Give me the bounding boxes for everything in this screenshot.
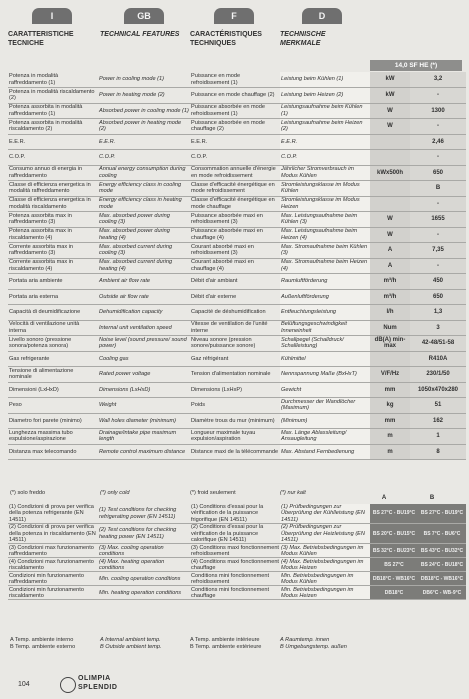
spec-de: (Minimum) [280, 413, 370, 429]
spec-it: Capacità di deumidificazione [8, 305, 98, 321]
cond-value-b: DB6°C - WB-9°C [418, 586, 466, 600]
spec-row [8, 429, 466, 445]
spec-de: Kühlmittel [280, 351, 370, 367]
spec-row [8, 119, 466, 135]
note-english: (*) only cold [100, 490, 130, 496]
cond-it: (1) Condizioni di prova per verifica della potenza refrigerante (EN 14511) [8, 504, 98, 524]
cond-fr: (1) Conditions d'essai pour la vérification de la puissance frigorifique (EN 14511) [190, 504, 280, 524]
spec-value: B [410, 181, 466, 197]
spec-unit [370, 134, 410, 150]
spec-unit: A [370, 243, 410, 259]
spec-en: Max. absorbed current during heating (4) [98, 258, 190, 274]
spec-fr: Classe d'efficacité énergétique en mode chauffage [190, 196, 280, 212]
cond-value-b: BS 7°C - BU6°C [418, 524, 466, 544]
spec-row [8, 243, 466, 259]
spec-unit: mm [370, 382, 410, 398]
spec-en: Dimensions (LxHxD) [98, 382, 190, 398]
spec-row [8, 336, 466, 352]
spec-it: Portata aria esterna [8, 289, 98, 305]
spec-row [8, 305, 466, 321]
spec-en: Cooling gas [98, 351, 190, 367]
cond-value-b: BS 24°C - BU18°C [418, 558, 466, 572]
spec-de: Belüftungsgeschwindigkeit Inneneinheit [280, 320, 370, 336]
cond-it: Condizioni min funzionamento riscaldamento [8, 586, 98, 600]
header-german: TECHNISCHE MERKMALE [280, 31, 326, 47]
spec-value: - [410, 258, 466, 274]
spec-unit: kW [370, 88, 410, 104]
spec-row [8, 134, 466, 150]
spec-it: Potenza assorbita in modalità riscaldamento (2) [8, 119, 98, 135]
cond-value-a: BS 20°C - BU15°C [370, 524, 418, 544]
spec-value: 3,2 [410, 72, 466, 88]
spec-value: - [410, 88, 466, 104]
cond-value-b: BS 43°C - BU32°C [418, 544, 466, 558]
spec-fr: Puissance absorbée en mode chauffage (2) [190, 119, 280, 135]
spec-value: 1,3 [410, 305, 466, 321]
spec-en: Absorbed power in heating mode (2) [98, 119, 190, 135]
spec-it: Livello sonoro (pressione sonora/potenza sonora) [8, 336, 98, 352]
spec-fr: Consommation annuelle d'énergie en mode refroidissement [190, 165, 280, 181]
spec-de: Nennspannung Maße (BxHxT) [280, 367, 370, 383]
spec-unit: m³/h [370, 274, 410, 290]
spec-it: Diametro fori parete (minimo) [8, 413, 98, 429]
spec-de: Schallpegel (Schalldruck/ Schallleistung) [280, 336, 370, 352]
spec-en: Dehumidification capacity [98, 305, 190, 321]
spec-row [8, 320, 466, 336]
spec-en: E.E.R. [98, 134, 190, 150]
spec-value: - [410, 119, 466, 135]
note-italian: (*) solo freddo [10, 490, 46, 496]
spec-unit: m [370, 429, 410, 445]
spec-de: Leistungsaufnahme beim Heizen (2) [280, 119, 370, 135]
conditions-table [8, 504, 466, 600]
spec-it: Corrente assorbita max in riscaldamento (4) [8, 258, 98, 274]
spec-fr: Puissance absorbée maxi en chauffage (4) [190, 227, 280, 243]
spec-unit [370, 150, 410, 166]
cond-de: (1) Prüfbedingungen zur Überprüfung der Kühlleistung (EN 14511) [280, 504, 370, 524]
spec-row [8, 274, 466, 290]
header-italian: CARATTERISTICHE TECNICHE [8, 31, 74, 47]
condition-row [8, 544, 466, 558]
spec-fr: Courant absorbé maxi en refroidissement (3) [190, 243, 280, 259]
legend-italian: A Temp. ambiente interno B Temp. ambiente esterno [10, 637, 76, 650]
spec-unit: m [370, 444, 410, 460]
spec-fr: Puissance en mode chauffage (2) [190, 88, 280, 104]
spec-value: 2,46 [410, 134, 466, 150]
spec-de: Leistung beim Kühlen (1) [280, 72, 370, 88]
spec-value: 450 [410, 274, 466, 290]
spec-it: Tensione di alimentazione nominale [8, 367, 98, 383]
tab-french: F [214, 8, 254, 24]
spec-it: Dimensioni (LxHxD) [8, 382, 98, 398]
cond-value-a: DB18°C [370, 586, 418, 600]
spec-it: Corrente assorbita max in raffreddamento (3) [8, 243, 98, 259]
spec-fr: Longueur maximale tuyau expulsion/aspiration [190, 429, 280, 445]
spec-value: 1300 [410, 103, 466, 119]
legend-french: A Temp. ambiente intérieure B Temp. ambiente extérieure [190, 637, 262, 650]
condition-row [8, 558, 466, 572]
spec-value: 1050x470x280 [410, 382, 466, 398]
cond-en: (3) Max. cooling operation conditions [98, 544, 190, 558]
spec-unit: l/h [370, 305, 410, 321]
cond-it: (4) Condizioni max funzionamento riscaldamento [8, 558, 98, 572]
spec-row [8, 212, 466, 228]
spec-unit [370, 351, 410, 367]
spec-row [8, 258, 466, 274]
spec-it: C.O.P. [8, 150, 98, 166]
spec-row [8, 181, 466, 197]
spec-de: Max. Länge Ablassleitung/ Ansaugleitung [280, 429, 370, 445]
spec-en: Max. absorbed current during cooling (3) [98, 243, 190, 259]
spec-row [8, 413, 466, 429]
spec-de: Leistungsaufnahme beim Kühlen (1) [280, 103, 370, 119]
cond-en: (2) Test conditions for checking heating power (EN 14511) [98, 524, 190, 544]
spec-unit: dB(A) min-max [370, 336, 410, 352]
cond-header-b: B [429, 495, 435, 501]
spec-table [8, 72, 466, 460]
cond-value-a: BS 27°C - BU19°C [370, 504, 418, 524]
spec-unit: Num [370, 320, 410, 336]
cond-value-b: BS 27°C - BU19°C [418, 504, 466, 524]
cond-fr: (3) Conditions maxi fonctionnement refroidissement [191, 544, 279, 557]
spec-unit: kW [370, 72, 410, 88]
spec-fr: C.O.P. [190, 150, 280, 166]
spec-unit: A [370, 258, 410, 274]
brand-logo: OLIMPIA SPLENDID [60, 674, 130, 696]
cond-en: (1) Test conditions for checking refrigerating power (EN 14511) [98, 504, 190, 524]
cond-value-b: DB18°C - WB16°C [418, 572, 466, 586]
spec-de: E.E.R. [280, 134, 370, 150]
cond-de: (4) Max. Betriebsbedingungen im Modus Heizen [280, 558, 370, 572]
tab-italian: I [32, 8, 72, 24]
spec-en: Weight [98, 398, 190, 414]
spec-en: Energy efficiency class in cooling mode [98, 181, 190, 197]
spec-en: Max. absorbed power during heating (4) [98, 227, 190, 243]
condition-row [8, 504, 466, 524]
spec-fr: Distance maxi de la télécommande [190, 444, 280, 460]
spec-en: Outside air flow rate [98, 289, 190, 305]
spec-fr: Dimensions (LxHxP) [190, 382, 280, 398]
spec-it: Potenza assorbita in modalità raffreddamento (1) [8, 103, 98, 119]
spec-it: Classe di efficienza energetica in modalità riscaldamento [8, 196, 98, 212]
page-number: 104 [18, 681, 30, 688]
spec-it: Potenza in modalità riscaldamento (2) [8, 88, 98, 104]
spec-row [8, 367, 466, 383]
spec-fr: E.E.R. [190, 134, 280, 150]
spec-de: Max. Abstand Fernbedienung [280, 444, 370, 460]
spec-en: Noise level (sound pressure/ sound power) [98, 336, 190, 352]
spec-it: E.E.R. [8, 134, 98, 150]
spec-de: Max. Leistungsaufnahme beim Kühlen (3) [280, 212, 370, 228]
spec-de: Raumluftförderung [280, 274, 370, 290]
spec-value: 42-48/51-58 [410, 336, 466, 352]
note-french: (*) froid seulement [190, 490, 236, 496]
cond-value-a: BS 32°C - BU23°C [370, 544, 418, 558]
spec-fr: Débit d'air ambiant [190, 274, 280, 290]
header-french: CARACTÉRISTIQUES TECHNIQUES [190, 31, 262, 47]
cond-en: (4) Max. heating operation conditions [98, 558, 190, 572]
spec-en: Absorbed power in cooling mode (1) [98, 103, 190, 119]
spec-row [8, 103, 466, 119]
spec-en: Rated power voltage [98, 367, 190, 383]
spec-value: 230/1/50 [410, 367, 466, 383]
condition-row [8, 586, 466, 600]
spec-fr: Diamètre trous du mur (minimum) [190, 413, 280, 429]
cond-it: (3) Condizioni max funzionamento raffreddamento [8, 544, 98, 558]
condition-row [8, 572, 466, 586]
cond-value-a: BS 27°C [370, 558, 418, 572]
spec-unit: m³/h [370, 289, 410, 305]
spec-en: Ambient air flow rate [98, 274, 190, 290]
cond-en: Min. heating operation conditions [98, 586, 190, 600]
spec-unit: kg [370, 398, 410, 414]
spec-value: 1655 [410, 212, 466, 228]
spec-value: 8 [410, 444, 466, 460]
brand-mark-icon [60, 677, 76, 693]
spec-row [8, 150, 466, 166]
spec-it: Velocità di ventilazione unità interna [8, 320, 98, 336]
spec-it: Peso [8, 398, 98, 414]
spec-de: Stromleistungsklasse im Modus Heizen [280, 196, 370, 212]
spec-fr: Tension d'alimentation nominale [190, 367, 280, 383]
spec-it: Potenza assorbita max in riscaldamento (4) [8, 227, 98, 243]
spec-it: Portata aria ambiente [8, 274, 98, 290]
spec-fr: Classe d'efficacité énergétique en mode refroidissement [190, 181, 280, 197]
spec-row [8, 351, 466, 367]
spec-it: Consumo annuo di energia in raffreddamento [8, 165, 98, 181]
spec-en: C.O.P. [98, 150, 190, 166]
spec-en: Energy efficiency class in heating mode [98, 196, 190, 212]
cond-fr: Conditions mini fonctionnement refroidissement [190, 572, 280, 586]
spec-de: Durchmesser der Wandlöcher (Maximum) [280, 398, 370, 414]
spec-de: Gewicht [280, 382, 370, 398]
spec-it: Lunghezza massima tubo espulsione/aspirazione [8, 429, 98, 445]
cond-it: (2) Condizioni di prova per verifica della potenza in riscaldamento (EN 14511) [8, 524, 98, 544]
spec-de: Stromleistungsklasse im Modus Kühlen [280, 181, 370, 197]
spec-en: Max. absorbed power during cooling (3) [98, 212, 190, 228]
spec-unit: W [370, 212, 410, 228]
spec-value: R410A [410, 351, 466, 367]
spec-en: Annual energy consumption during cooling [98, 165, 190, 181]
model-label: 14,0 SF HE (*) [370, 60, 462, 71]
spec-row [8, 398, 466, 414]
note-german: (*) nur kalt [280, 490, 306, 496]
spec-value: 3 [410, 320, 466, 336]
spec-unit: W [370, 227, 410, 243]
spec-unit: W [370, 103, 410, 119]
spec-unit [370, 196, 410, 212]
spec-fr: Puissance absorbée en mode refroidissement (1) [190, 103, 280, 119]
spec-row [8, 444, 466, 460]
spec-fr: Capacité de déshumidification [190, 305, 280, 321]
spec-de: Max. Stromaufnahme beim Kühlen (3) [280, 243, 370, 259]
spec-it: Gas refrigerante [8, 351, 98, 367]
spec-de: Leistung beim Heizen (2) [280, 88, 370, 104]
spec-row [8, 227, 466, 243]
spec-value: 1 [410, 429, 466, 445]
spec-fr: Niveau sonore (pression sonore/puissance sonore) [190, 336, 280, 352]
spec-de: Jährlicher Stromverbrauch im Modus Kühlen [280, 165, 370, 181]
spec-unit: W [370, 119, 410, 135]
cond-value-a: DB18°C - WB16°C [370, 572, 418, 586]
spec-row [8, 382, 466, 398]
spec-en: Power in cooling mode (1) [98, 72, 190, 88]
spec-fr: Puissance en mode refroidissement (1) [190, 72, 280, 88]
spec-en: Remote control maximum distance [98, 444, 190, 460]
cond-de: Min. Betriebsbedingungen im Modus Kühlen [280, 572, 370, 586]
cond-de: Min. Betriebsbedingungen im Modus Heizen [280, 586, 370, 600]
spec-value: 51 [410, 398, 466, 414]
spec-fr: Poids [190, 398, 280, 414]
spec-de: C.O.P. [280, 150, 370, 166]
spec-value: 650 [410, 289, 466, 305]
spec-value: - [410, 227, 466, 243]
spec-de: Außenluftförderung [280, 289, 370, 305]
spec-fr: Puissance absorbée maxi en refroidissement (3) [190, 212, 280, 228]
spec-it: Distanza max telecomando [8, 444, 98, 460]
spec-it: Potenza in modalità raffreddamento (1) [8, 72, 98, 88]
spec-value: - [410, 196, 466, 212]
spec-unit [370, 181, 410, 197]
spec-fr: Vitesse de ventilation de l'unité interne [190, 320, 280, 336]
spec-de: Max. Stromaufnahme beim Heizen (4) [280, 258, 370, 274]
spec-it: Potenza assorbita max in raffreddamento (3) [8, 212, 98, 228]
spec-row [8, 165, 466, 181]
spec-fr: Gaz réfrigérant [190, 351, 280, 367]
spec-row [8, 72, 466, 88]
spec-de: Entfeuchtungsleistung [280, 305, 370, 321]
cond-de: (3) Max. Betriebsbedingungen im Modus Kühlen [280, 544, 370, 558]
tab-german: D [302, 8, 342, 24]
legend-german: A Raumtemp. innen B Umgebungstemp. außen [280, 637, 347, 650]
spec-en: Drainage/intake pipe maximum length [98, 429, 190, 445]
cond-header-a: A [381, 495, 387, 501]
condition-row [8, 524, 466, 544]
spec-fr: Courant absorbé maxi en chauffage (4) [190, 258, 280, 274]
header-english: TECHNICAL FEATURES [100, 31, 180, 38]
spec-row [8, 196, 466, 212]
spec-en: Power in heating mode (2) [98, 88, 190, 104]
tab-english: GB [124, 8, 164, 24]
spec-unit: mm [370, 413, 410, 429]
cond-en: Min. cooling operation conditions [98, 572, 190, 586]
spec-it: Classe di efficienza energetica in modalità raffreddamento [8, 181, 98, 197]
spec-unit: kWx500h [370, 165, 410, 181]
spec-value: - [410, 150, 466, 166]
spec-de: Max. Leistungsaufnahme beim Heizen (4) [280, 227, 370, 243]
spec-unit: V/F/Hz [370, 367, 410, 383]
cond-fr: Conditions mini fonctionnement chauffage [190, 586, 280, 600]
spec-row [8, 88, 466, 104]
cond-fr: (4) Conditions maxi fonctionnement chauffage [191, 558, 279, 571]
legend-english: A Internal ambient temp. B Outside ambient temp. [100, 637, 162, 650]
spec-en: Wall holes diameter (minimum) [98, 413, 190, 429]
spec-fr: Débit d'air externe [190, 289, 280, 305]
cond-de: (2) Prüfbedingungen zur Überprüfung der Heizleistung (EN 14511) [280, 524, 370, 544]
spec-row [8, 289, 466, 305]
spec-value: 162 [410, 413, 466, 429]
spec-en: Internal unit ventilation speed [98, 320, 190, 336]
spec-value: 650 [410, 165, 466, 181]
cond-fr: (2) Conditions d'essai pour la vérification de la puissance calorifique (EN 14511) [190, 524, 280, 544]
cond-it: Condizioni min funzionamento raffreddamento [8, 572, 98, 586]
spec-value: 7,35 [410, 243, 466, 259]
